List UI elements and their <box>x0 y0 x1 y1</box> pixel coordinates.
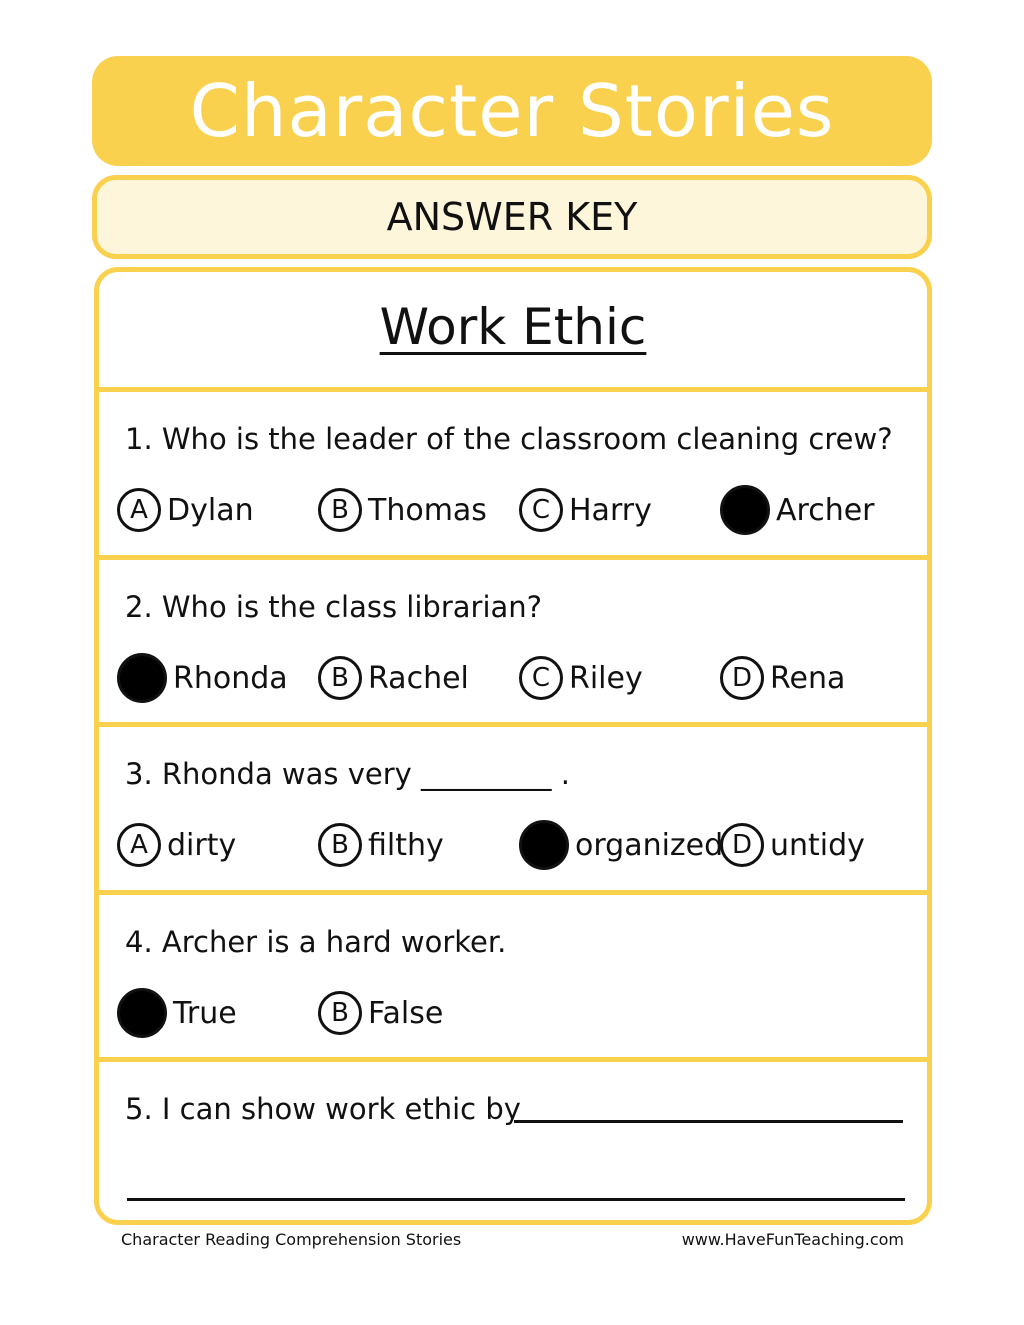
option-label: Rachel <box>368 660 469 696</box>
option-circle: B <box>318 656 362 700</box>
option-c[interactable] <box>519 652 643 704</box>
option-circle: D <box>720 656 764 700</box>
answer-options <box>117 652 927 704</box>
option-d[interactable] <box>720 484 875 536</box>
option-circle: D <box>720 823 764 867</box>
option-a[interactable] <box>117 819 236 871</box>
option-a[interactable] <box>117 652 288 704</box>
option-c[interactable] <box>519 484 652 536</box>
answer-line[interactable] <box>514 1120 903 1123</box>
answer-options <box>117 819 927 871</box>
option-label: filthy <box>368 827 444 863</box>
answer-line[interactable] <box>127 1198 905 1201</box>
footer-series-name: Character Reading Comprehension Stories <box>121 1230 462 1249</box>
option-circle: C <box>519 488 563 532</box>
story-title-text: Work Ethic <box>379 298 647 356</box>
page-title: Character Stories <box>189 69 835 153</box>
option-label: Thomas <box>368 492 487 528</box>
option-circle: A <box>117 488 161 532</box>
option-circle-filled <box>720 485 770 535</box>
question-2 <box>99 555 927 722</box>
question-text: 2. Who is the class librarian? <box>125 590 543 624</box>
answer-options <box>117 987 927 1039</box>
option-label: Dylan <box>167 492 254 528</box>
question-3 <box>99 722 927 890</box>
question-text: 4. Archer is a hard worker. <box>125 925 507 959</box>
option-circle: A <box>117 823 161 867</box>
option-circle-filled <box>117 988 167 1038</box>
option-c[interactable] <box>519 819 723 871</box>
option-label: True <box>173 995 237 1031</box>
option-d[interactable] <box>720 819 865 871</box>
option-a[interactable] <box>117 484 254 536</box>
option-circle-filled <box>117 653 167 703</box>
title-banner <box>92 56 932 166</box>
question-5 <box>99 1057 927 1225</box>
option-label: untidy <box>770 827 865 863</box>
option-circle: B <box>318 488 362 532</box>
answer-options <box>117 484 927 536</box>
worksheet-panel <box>94 267 932 1225</box>
option-circle: B <box>318 991 362 1035</box>
option-b[interactable] <box>318 819 444 871</box>
answer-key-label: ANSWER KEY <box>386 195 638 239</box>
option-label: Rhonda <box>173 660 288 696</box>
option-d[interactable] <box>720 652 845 704</box>
option-label: organized <box>575 827 724 863</box>
question-text: 5. I can show work ethic by <box>125 1092 521 1126</box>
option-a[interactable] <box>117 987 237 1039</box>
option-label: False <box>368 995 444 1031</box>
question-text: 1. Who is the leader of the classroom cleaning crew? <box>125 422 893 456</box>
option-label: dirty <box>167 827 237 863</box>
option-label: Rena <box>770 660 846 696</box>
option-b[interactable] <box>318 987 443 1039</box>
option-label: Riley <box>569 660 643 696</box>
option-circle-filled <box>519 820 569 870</box>
option-b[interactable] <box>318 652 469 704</box>
option-circle: C <box>519 656 563 700</box>
question-1 <box>99 387 927 555</box>
question-4 <box>99 890 927 1057</box>
footer-website[interactable]: www.HaveFunTeaching.com <box>681 1230 904 1249</box>
story-title <box>99 298 927 356</box>
option-label: Archer <box>776 492 875 528</box>
question-text: 3. Rhonda was very _________ . <box>125 757 570 791</box>
option-circle: B <box>318 823 362 867</box>
option-b[interactable] <box>318 484 487 536</box>
option-label: Harry <box>569 492 652 528</box>
answer-key-banner <box>92 175 932 259</box>
story-title-section <box>99 272 927 387</box>
